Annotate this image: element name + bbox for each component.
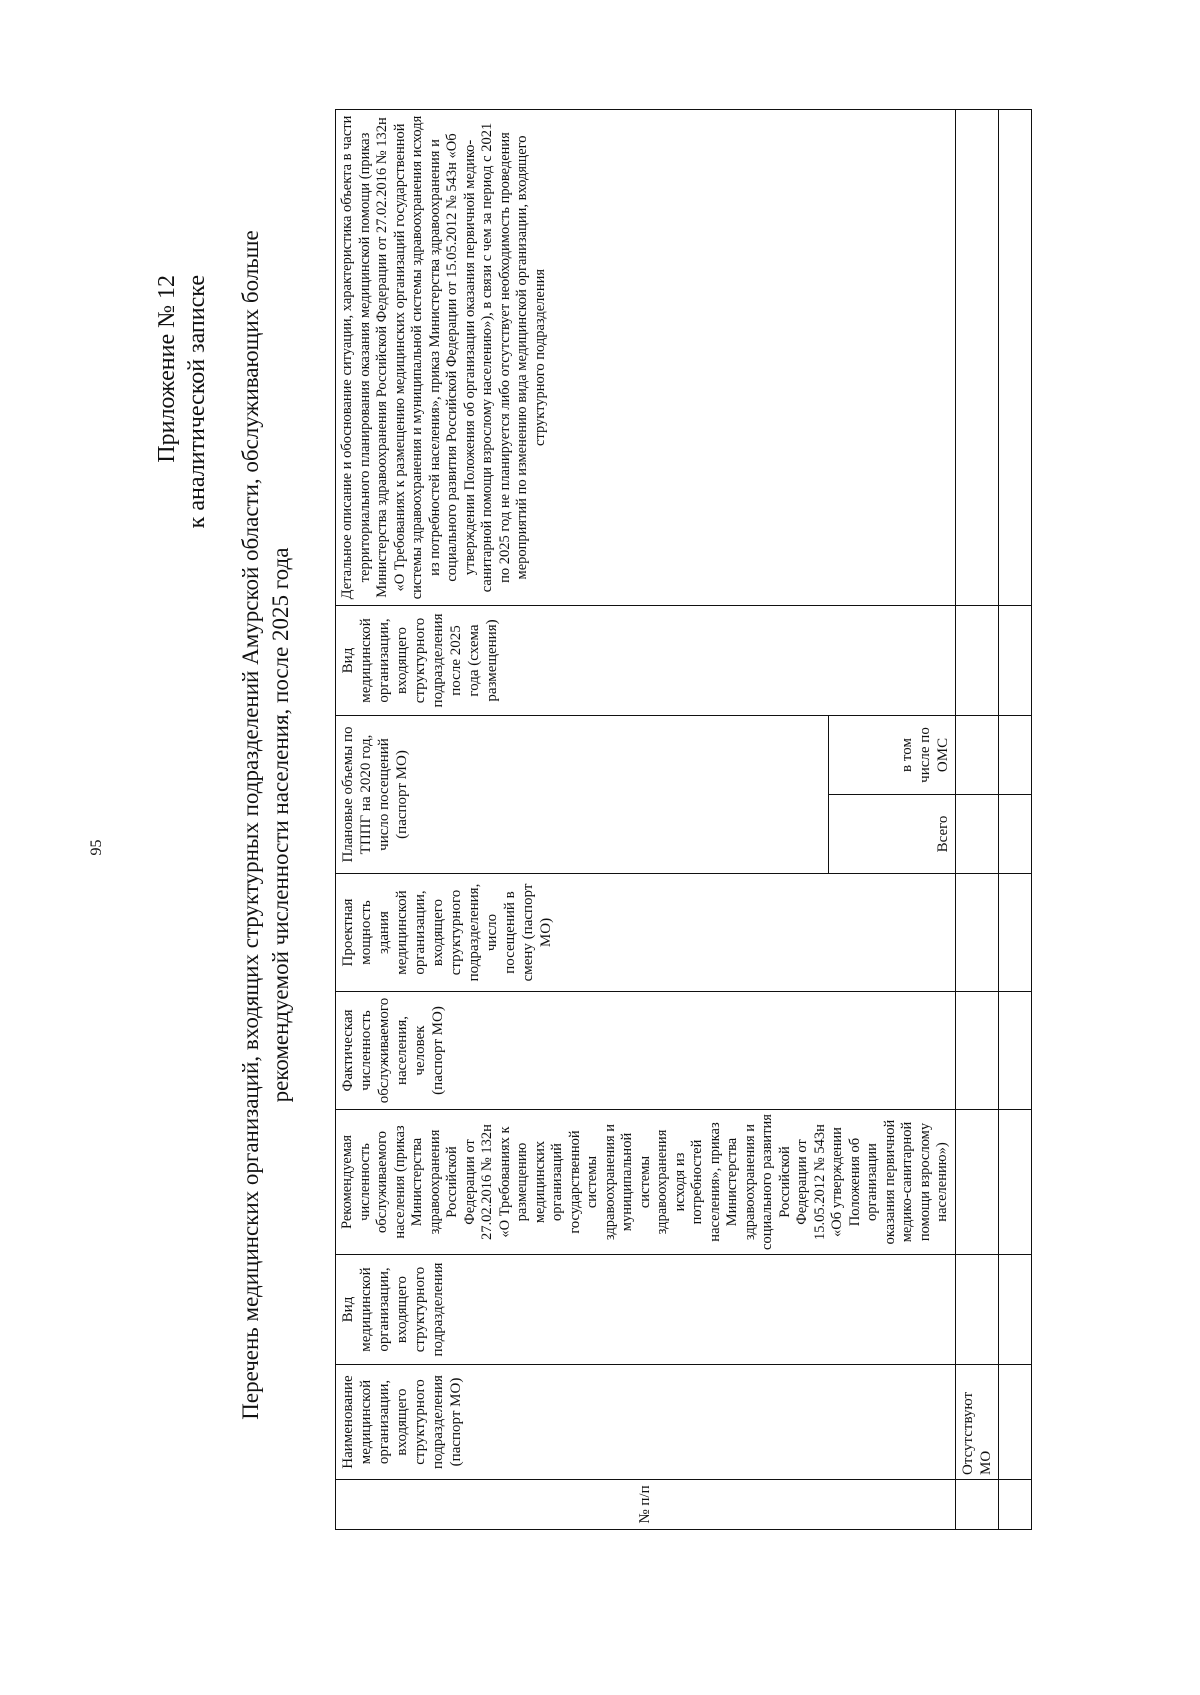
cell-empty <box>998 109 1031 605</box>
table-row <box>955 109 998 1529</box>
cell-empty <box>998 874 1031 992</box>
cell-empty <box>998 1255 1031 1365</box>
header-recommended: Рекомендуемая численность обслуживаемого населения (приказ Министерства здравоохранения Российской Федерации от 27.02.2016 № 132н «О Требованиях к размещению медицинских организаций государственной системы здравоохранения и муниципальной системы здравоохранения исходя из потребностей населения», приказ Министерства здравоохранения и социального развития Российской Федерации от 15.05.2012 № 543н «Об утверждении Положения об организации оказания первичной медико-санитарной помощи взрослому населению») <box>336 1110 956 1255</box>
cell-empty <box>998 1365 1031 1480</box>
cell-empty <box>998 1480 1031 1530</box>
cell-empty <box>998 795 1031 874</box>
document-title-line-2: рекомендуемой численности населения, после 2025 года <box>268 547 293 1103</box>
header-planned-oms: в том числе по ОМС <box>828 715 955 794</box>
cell-empty <box>998 1110 1031 1255</box>
cell-description <box>955 109 998 605</box>
cell-planned-oms <box>955 715 998 794</box>
header-num: № п/п <box>336 1480 956 1530</box>
header-type: Вид медицинской организации, входящего структурного подразделения <box>336 1255 956 1365</box>
cell-capacity <box>955 874 998 992</box>
table-header-row <box>336 109 829 1529</box>
header-planned: Плановые объемы по ТППГ на 2020 год, число посещений (паспорт МО) <box>336 715 829 873</box>
table-row-empty <box>998 109 1031 1529</box>
cell-empty <box>998 992 1031 1110</box>
cell-empty <box>998 605 1031 715</box>
header-actual: Фактическая численность обслуживаемого населения, человек (паспорт МО) <box>336 992 956 1110</box>
organizations-table <box>335 109 1032 1530</box>
header-capacity: Проектная мощность здания медицинской организации, входящего структурного подразделения, число посещений в смену (паспорт МО) <box>336 874 956 992</box>
appendix-label <box>152 275 212 528</box>
cell-empty <box>998 715 1031 794</box>
header-type-after: Вид медицинской организации, входящего структурного подразделения после 2025 года (схема размещения) <box>336 605 956 715</box>
appendix-line-1: Приложение № 12 <box>154 275 180 463</box>
cell-planned-total <box>955 795 998 874</box>
document-title-line-1: Перечень медицинских организаций, входящих структурных подразделений Амурской области, обслуживающих больше <box>238 230 263 1420</box>
cell-num <box>955 1480 998 1530</box>
header-name: Наименование медицинской организации, входящего структурного подразделения (паспорт МО) <box>336 1365 956 1480</box>
header-planned-total: Всего <box>828 795 955 874</box>
header-description: Детальное описание и обоснование ситуации, характеристика объекта в части территориального планирования оказания медицинской помощи (приказ Министерства здравоохранения Российской Федерации от 27.02.2016 № 132н «О Требованиях к размещению медицинских организаций государственной системы здравоохранения и муниципальной системы здравоохранения исходя из потребностей населения», приказ Министерства здравоохранения и социального развития Российской Федерации от 15.05.2012 № 543н «Об утверждении Положения об организации оказания первичной медико-санитарной помощи взрослому населению»), в связи с чем за период с 2021 по 2025 год не планируется либо отсутствует необходимость проведения мероприятий по изменению вида медицинской организации, входящего структурного подразделения <box>336 109 956 605</box>
table-body <box>955 109 1031 1529</box>
cell-actual <box>955 992 998 1110</box>
table-header <box>336 109 956 1529</box>
document-title <box>236 115 296 1535</box>
cell-name: Отсутствуют МО <box>955 1365 998 1480</box>
cell-recommended <box>955 1110 998 1255</box>
appendix-line-2: к аналитической записке <box>184 275 210 529</box>
page-number: 95 <box>88 839 105 856</box>
cell-type <box>955 1255 998 1365</box>
cell-type-after <box>955 605 998 715</box>
